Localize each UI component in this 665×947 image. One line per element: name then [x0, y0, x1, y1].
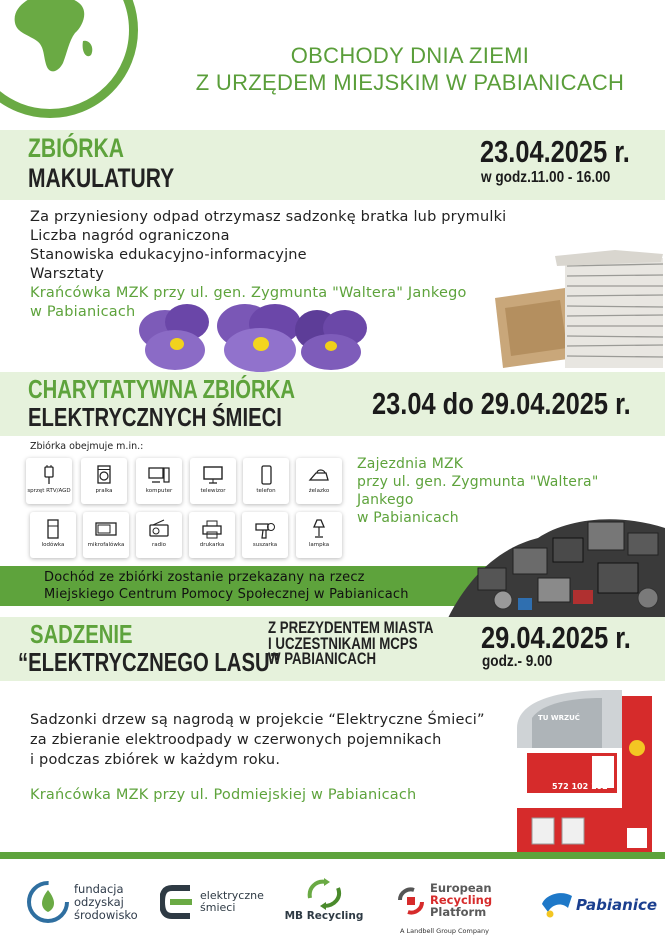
pabianice-logo: [540, 888, 658, 924]
erp-logo: [396, 882, 506, 938]
section3-title-line2: “ELEKTRYCZNEGO LASU”: [18, 647, 280, 677]
section3-line: Sadzonki drzew są nagrodą w projekcie “Elektryczne Śmieci”: [30, 712, 485, 728]
section3-location: Krańcówka MZK przy ul. Podmiejskiej w Pabianicach: [30, 787, 417, 803]
section2-location-line1: Zajezdnia MZK: [357, 456, 464, 472]
item-label: telewizor: [200, 488, 226, 494]
section1-line: Liczba nagród ograniczona: [30, 228, 230, 244]
item-tile-pralka: [81, 458, 127, 504]
fundacja-logo: [26, 880, 146, 930]
page-title-line1: OBCHODY DNIA ZIEMI: [290, 43, 530, 68]
item-tile-rtv-agd: [26, 458, 72, 504]
footer-divider: [0, 852, 665, 859]
bin-label: TU WRZUĆ: [538, 714, 580, 722]
item-tile-suszarka: [242, 512, 288, 558]
item-tile-zelazko: [296, 458, 342, 504]
fundacja-logo-icon: [26, 880, 70, 924]
electronic-waste-pile-image: [448, 508, 665, 618]
section3-with-line2: I UCZESTNIKAMI MCPS: [268, 633, 418, 653]
erp-line1: European: [430, 881, 492, 895]
section1-line: Stanowiska edukacyjno-informacyjne: [30, 247, 307, 263]
section3-hours: godz.- 9.00: [482, 653, 553, 670]
item-tile-lodowka: [30, 512, 76, 558]
elektryczne-smieci-logo: [160, 884, 270, 924]
section2-location-line2: przy ul. gen. Zygmunta "Waltera" Jankego: [357, 474, 599, 508]
section1-line: Warsztaty: [30, 266, 105, 282]
lamp-icon: [308, 519, 330, 539]
page-title: [190, 42, 630, 96]
item-label: pralka: [95, 488, 113, 494]
item-tile-drukarka: [189, 512, 235, 558]
item-tile-mikrofalowka: [83, 512, 129, 558]
section2-location-line3: w Pabianicach: [357, 510, 459, 526]
fundacja-line1: fundacja: [74, 882, 124, 896]
item-label: żelazko: [308, 488, 330, 494]
elektryczne-line1: elektryczne: [200, 889, 264, 902]
item-label: drukarka: [199, 542, 225, 548]
item-label: suszarka: [252, 542, 278, 548]
fridge-icon: [42, 519, 64, 539]
charity-line2: Miejskiego Centrum Pomocy Społecznej w Pabianicach: [44, 587, 409, 602]
section2-date: 23.04 do 29.04.2025 r.: [372, 386, 631, 421]
fundacja-line3: środowisko: [74, 908, 138, 922]
earth-globe-icon: [0, 0, 138, 118]
section2-includes-label: Zbiórka obejmuje m.in.:: [30, 441, 144, 452]
section1-title-line1: ZBIÓRKA: [28, 133, 124, 163]
mb-recycling-logo: [282, 876, 366, 928]
item-label: lodówka: [41, 542, 65, 548]
pansy-flowers-image: [135, 300, 375, 372]
washing-machine-icon: [93, 465, 115, 485]
section3-with: [268, 620, 434, 667]
elektryczne-smieci-logo-icon: [160, 884, 196, 920]
erp-line3: Platform: [430, 905, 487, 919]
erp-logo-icon: [396, 886, 426, 916]
charity-text: [44, 569, 409, 603]
section1-hours: w godz.11.00 - 16.00: [481, 169, 611, 186]
bin-phone: 572 102 102: [552, 782, 608, 791]
item-tile-telefon: [243, 458, 289, 504]
newspaper-stack-image: [485, 248, 665, 373]
section2-title-line1: CHARYTATYWNA ZBIÓRKA: [28, 374, 295, 404]
red-collection-bin-image: [512, 688, 652, 853]
radio-icon: [148, 519, 170, 539]
section1-location-line2: w Pabianicach: [30, 304, 136, 320]
section3-line: i podczas zbiórek w każdym roku.: [30, 752, 281, 768]
item-label: komputer: [145, 488, 173, 494]
item-label: lampka: [308, 542, 330, 548]
item-label: sprzęt RTV/AGD: [27, 488, 71, 494]
printer-icon: [201, 519, 223, 539]
erp-line4: A Landbell Group Company: [400, 927, 489, 935]
erp-line2: Recycling: [430, 893, 493, 907]
section3-with-line3: W PABIANICACH: [268, 649, 377, 668]
computer-icon: [148, 465, 170, 485]
item-label: telefon: [256, 488, 276, 494]
section1-title-line2: MAKULATURY: [28, 163, 175, 193]
section3-date: 29.04.2025 r.: [481, 620, 631, 655]
elektryczne-line2: śmieci: [200, 901, 236, 914]
mb-recycling-text: MB Recycling: [284, 910, 364, 922]
page-title-line2: Z URZĘDEM MIEJSKIM W PABIANICACH: [195, 70, 625, 95]
plug-icon: [38, 465, 60, 485]
section2-title-line2: ELEKTRYCZNYCH ŚMIECI: [28, 402, 282, 432]
section3-line: za zbieranie elektroodpady w czerwonych pojemnikach: [30, 732, 442, 748]
section1-location-line1: Krańcówka MZK przy ul. gen. Zygmunta "Waltera" Jankego: [30, 285, 467, 301]
iron-icon: [308, 465, 330, 485]
hairdryer-icon: [254, 519, 276, 539]
section3-with-line1: Z PREZYDENTEM MIASTA: [268, 618, 434, 637]
fundacja-line2: odzyskaj: [74, 895, 124, 909]
section1-line: Za przyniesiony odpad otrzymasz sadzonkę bratka lub prymulki: [30, 209, 507, 225]
item-label: radio: [151, 542, 167, 548]
recycle-arrows-icon: [304, 876, 344, 910]
pabianice-text: Pabianice: [576, 896, 658, 914]
section1-date: 23.04.2025 r.: [480, 134, 630, 169]
section3-title-line1: SADZENIE: [30, 619, 133, 649]
item-tile-komputer: [136, 458, 182, 504]
charity-line1: Dochód ze zbiórki zostanie przekazany na rzecz: [44, 570, 365, 585]
item-label: mikrofalówka: [87, 542, 125, 548]
item-tile-telewizor: [190, 458, 236, 504]
section3-details: [30, 710, 510, 770]
pabianice-logo-icon: [540, 890, 574, 920]
item-tile-radio: [136, 512, 182, 558]
item-tile-lampka: [296, 512, 342, 558]
microwave-icon: [95, 519, 117, 539]
tv-icon: [202, 465, 224, 485]
phone-icon: [255, 465, 277, 485]
